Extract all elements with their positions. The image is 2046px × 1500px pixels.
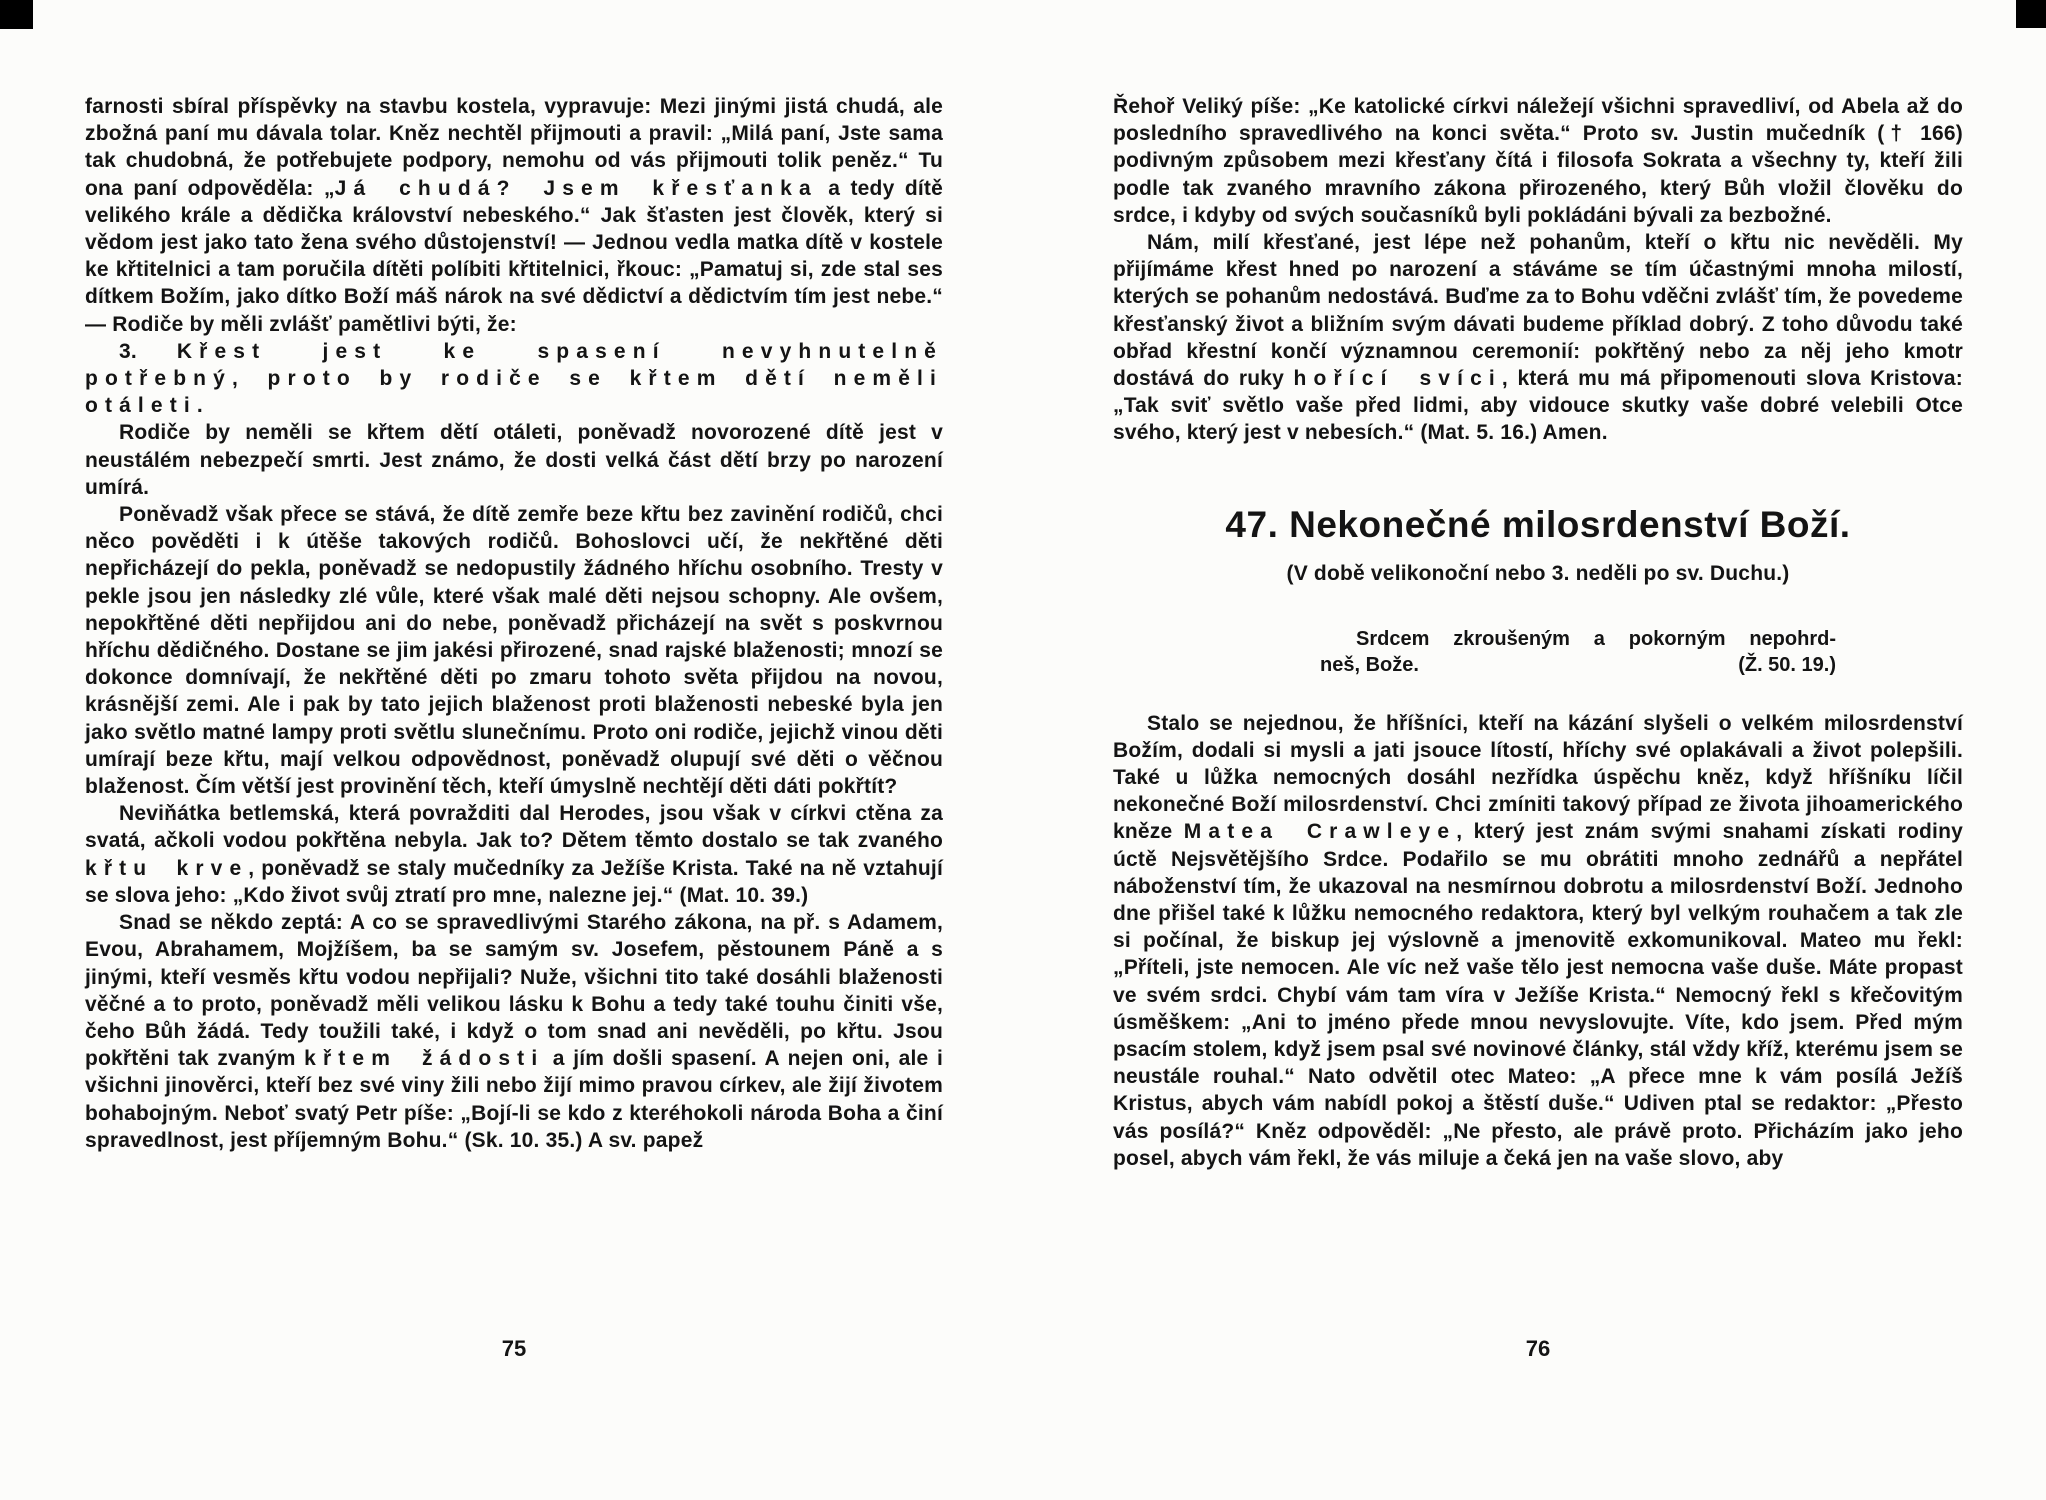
epigraph-line1: Srdcem zkroušeným a pokorným nepohrd- [1356,627,1836,650]
text-run: a jím došli spasení. A nejen oni, ale i všichni jinověrci, kteří bez své viny žili nebo žijí mimo pravou církev, ale žijí životem bohabojným. Neboť svatý Petr píše: „Bojí-li se kdo z kteréhokoli národa Boha a činí spravedlnost, jest příjemným Bohu.“ (Sk. 10. 35.) A sv. papež [85,1047,943,1152]
chapter-heading: 47. Nekonečné milosrdenství Boží. [1225,503,1851,545]
letterspaced-emphasis: Matea Crawleye [1183,820,1457,844]
chapter-subtitle: (V době velikonoční nebo 3. neděli po sv. Duchu.) [1286,561,1790,585]
left-page [85,93,943,1154]
paragraph [85,419,943,501]
text-run: , poněvadž se staly mučedníky za Ježíše Krista. Také na ně vztahují se slova jeho: „Kdo život svůj ztratí pro mne, nalezne jej.“ (Mat. 10. 39.) [85,856,943,907]
epigraph-line2 [1320,652,1836,678]
epigraph-reference: (Ž. 50. 19.) [1738,653,1836,676]
paragraph [85,338,943,420]
text-run: Řehoř Veliký píše: „Ke katolické církvi náležejí všichni spravedliví, od Abela až do posledního spravedlivého na konci světa.“ Proto sv. Justin mučedník († 166) podivným způsobem mezi křesťany čítá i filosofa Sokrata a všechny ty, kteří žili podle tak zvaného mravního zákona přirozeného, který Bůh vložil člověku do srdce, i kdyby od svých současníků byli pokládáni bývali za bezbožné. [1113,95,1963,227]
right-page-top-text [1113,93,1963,447]
text-run: Poněvadž však přece se stává, že dítě zemře beze křtu bez zavinění rodičů, chci něco pověděti i k útěše takových rodičů. Bohoslovci učí, že nekřtěné děti nepřicházejí do pekla, poněvadž se nedopustily žádného hříchu osobního. Tresty v pekle jsou jen následky zlé vůle, které však malé děti nejsou schopny. Ale ovšem, nepokřtěné děti nepřijdou ani do nebe, poněvadž přicházejí na svět s poskvrnou hříchu dědičného. Dostane se jim jakési přirozené, snad rajské blaženosti; mnozí se dokonce domnívají, že nekřtěné děti po zmaru tohoto světa přijdou na novou, krásnější zemi. Ale i pak by tato jejich blaženost proti blaženosti nebeské byla jen jako světlo matné lampy proti světlu slunečnímu. Proto oni rodiče, jejichž vinou děti umírají beze křtu, mají velkou odpovědnost, poněvadž olupují své děti o věčnou blaženost. Čím větší jest provinění těch, kteří úmyslně nechtějí děti dáti pokřtít? [85,503,943,799]
letterspaced-emphasis: křtu krve [85,856,249,880]
text-run: Neviňátka betlemská, která povražditi dal Herodes, jsou však v církvi ctěna za svatá, ačkoli vodou pokřtěna nebyla. Jak to? Dětem těmto dostalo se tak zvaného [85,802,943,853]
paragraph [1113,93,1963,229]
page-number-left: 75 [501,1336,527,1361]
paragraph [1113,710,1963,1172]
text-run: a tedy dítě velikého krále a dědička království nebeského.“ Jak šťasten jest člověk, který si vědom jest jako tato žena svého důstojenství! — Jednou vedla matka dítě v kostele ke křtitelnici a tam poručila dítěti políbiti křtitelnici, řkouc: „Pamatuj si, zde stal ses dítkem Božím, jako dítko Boží máš nárok na své dědictví a dědictvím tím jest nebe.“ — Rodiče by měli zvlášť pamětlivi býti, že: [85,176,943,336]
right-page [1113,93,1963,1172]
paragraph [85,800,943,909]
letterspaced-emphasis: Křest jest ke spasení nevyhnutelně potřebný, proto by rodiče se křtem dětí neměli otáleti. [85,339,944,418]
scan-artifact-top-right [2016,0,2046,28]
epigraph [1320,626,1836,678]
text-run: Rodiče by neměli se křtem dětí otáleti, poněvadž novorozené dítě jest v neustálém nebezpečí smrti. Jest známo, že dosti velká část dětí brzy po narození umírá. [85,421,943,499]
text-run: , který jest znám svými snahami získati rodiny úctě Nejsvětějšího Srdce. Podařilo se mu obrátiti mnoho zednářů a nepřátel náboženství tím, že ukazoval na nesmírnou dobrotu a milosrdenství Boží. Jednoho dne přišel také k lůžku nemocného redaktora, který byl velkým rouhačem a tak zle si počínal, že biskup jej výslovně a jmenovitě exkomunikoval. Mateo mu řekl: „Příteli, jste nemocen. Ale víc než vaše tělo jest nemocna vaše duše. Máte propast ve svém srdci. Chybí vám tam víra v Ježíše Krista.“ Nemocný řekl s křečovitým úsměškem: „Ani to jméno přede mnou nevyslovujte. Víte, kdo jsem. Před mým psacím stolem, když jsem psal své novinové články, stál vždy kříž, kterému jsem se neustále rouhal.“ Nato odvětil otec Mateo: „A přece mne k vám posílá Ježíš Kristus, abych vám nabídl pokoj a štěstí duše.“ Udiven ptal se redaktor: „Přesto vás posílá?“ Kněz odpověděl: „Ne přesto, ale právě proto. Přicházím jako jeho posel, abych vám řekl, že vás miluje a čeká jen na vaše slovo, aby [1113,820,1963,1170]
page-number-right: 76 [1525,1336,1551,1361]
text-run: Snad se někdo zeptá: A co se spravedlivými Starého zákona, na př. s Adamem, Evou, Abrahamem, Mojžíšem, ba se samým sv. Josefem, pěstounem Páně a s jinými, kteří vesměs křtu vodou nepřijali? Nuže, všichni tito také dosáhli blaženosti věčné a to proto, poněvadž měli velikou lásku k Bohu a tedy také touhu činiti vše, čeho Bůh žádá. Tedy toužili také, i když o tom snad ani nevěděli, po křtu. Jsou pokřtěni tak zvaným [85,911,943,1071]
paragraph [85,93,943,338]
paragraph [1113,229,1963,447]
left-page-text [85,93,943,1154]
paragraph [85,501,943,800]
letterspaced-emphasis: hořící svíci [1293,367,1502,391]
scan-artifact-top-left [0,0,33,29]
right-page-body-text [1113,710,1963,1172]
letterspaced-emphasis: Já chudá? Jsem křesťanka [334,176,818,200]
text-run: , která mu má připomenouti slova Kristova: „Tak sviť světlo vaše před lidmi, aby vidouce skutky vaše dobré velebili Otce svého, který jest v nebesích.“ (Mat. 5. 16.) Amen. [1113,367,1963,445]
text-run: farnosti sbíral příspěvky na stavbu kostela, vypravuje: Mezi jinými jistá chudá, ale zbožná paní mu dávala tolar. Kněz nechtěl přijmouti a pravil: „Milá paní, Jste sama tak chudobná, že potřebujete podpory, nemohu od vás přijmouti tolik peněz.“ Tu ona paní odpověděla: „ [85,95,943,200]
paragraph [85,909,943,1154]
text-run: Nám, milí křesťané, jest lépe než pohanům, kteří o křtu nic nevěděli. My přijímáme křest hned po narození a stáváme se tím účastnými mnoha milostí, kterých se pohanům nedostává. Buďme za to Bohu vděčni zvlášť tím, že povedeme křesťanský život a bližním svým dávati budeme příklad dobrý. Z toho důvodu také obřad křestní končí významnou ceremonií: pokřtěný nebo za něj jeho kmotr dostává do ruky [1113,231,1963,391]
text-run: 3. [119,339,177,363]
epigraph-text: neš, Bože. [1320,653,1419,676]
letterspaced-emphasis: křtem žádosti [304,1047,545,1071]
text-run: Stalo se nejednou, že hříšníci, kteří na kázání slyšeli o velkém milosrdenství Božím, dodali si mysli a jati jsouce lítostí, hříchy své oplakávali a život polepšili. Také u lůžka nemocných dosáhl nezřídka úspěchu kněz, když hříšníku líčil nekonečné Boží milosrdenství. Chci zmíniti takový případ ze života jihoamerického kněze [1113,711,1963,844]
